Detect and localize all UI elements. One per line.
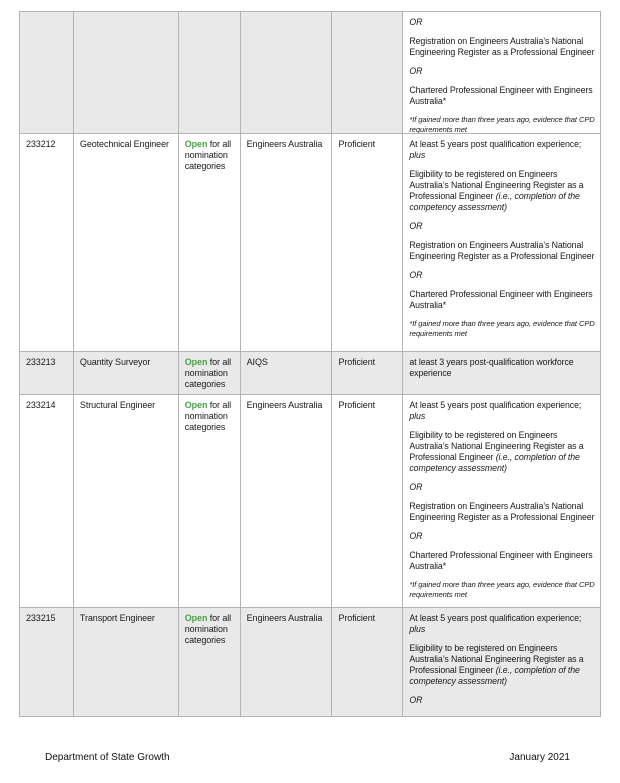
requirement-eligibility: Eligibility to be registered on Engineers Australia’s National Engineering Register as a Professional Engineer (i.e., completion of the competency assessment): [409, 169, 584, 212]
requirement-or: OR: [409, 482, 423, 492]
open-status-label: Open: [184, 139, 208, 149]
nomination-text: for all nomination categories: [184, 357, 232, 389]
requirement-footnote: *If gained more than three years ago, evidence that CPD requirements met: [409, 580, 595, 599]
requirements-cell: [403, 352, 601, 395]
requirement-or: OR: [409, 695, 423, 705]
occupation-name-cell: Structural Engineer: [74, 395, 179, 608]
nomination-text: for all nomination categories: [184, 613, 232, 645]
requirement-or: OR: [409, 531, 423, 541]
assessing-authority-cell: Engineers Australia: [241, 395, 333, 608]
occupation-code-cell: 233214: [20, 395, 74, 608]
table-row-continued: [20, 12, 601, 134]
open-status-label: Open: [184, 400, 208, 410]
requirement-or: OR: [409, 221, 423, 231]
english-level-cell: Proficient: [332, 134, 403, 352]
english-level-cell: Proficient: [332, 352, 403, 395]
footer-department: Department of State Growth: [45, 752, 170, 763]
requirement-registration: Registration on Engineers Australia’s National Engineering Register as a Professional Engineer: [409, 36, 595, 57]
requirement-experience: At least 5 years post qualification experience; plus: [409, 139, 582, 160]
requirement-chartered: Chartered Professional Engineer with Engineers Australia*: [409, 550, 593, 571]
table-row-233212: [20, 134, 601, 352]
occupation-code-cell: 233212: [20, 134, 74, 352]
occupation-code-cell: 233213: [20, 352, 74, 395]
requirement-experience: at least 3 years post-qualification workforce experience: [409, 357, 574, 378]
english-level-cell: Proficient: [332, 395, 403, 608]
table-row-233215: [20, 608, 601, 717]
open-status-label: Open: [184, 613, 208, 623]
assessing-authority-cell: AIQS: [241, 352, 333, 395]
table-row-233214: [20, 395, 601, 608]
requirement-chartered: Chartered Professional Engineer with Engineers Australia*: [409, 289, 593, 310]
assessing-authority-cell: [241, 12, 333, 134]
nomination-cell: [179, 12, 241, 134]
requirement-experience: At least 5 years post qualification experience; plus: [409, 613, 582, 634]
requirement-or: OR: [409, 17, 423, 27]
requirement-experience: At least 5 years post qualification experience; plus: [409, 400, 582, 421]
requirement-footnote: *If gained more than three years ago, evidence that CPD requirements met: [409, 319, 595, 338]
open-status-label: Open: [184, 357, 208, 367]
occupation-name-cell: [74, 12, 179, 134]
nomination-text: for all nomination categories: [184, 400, 232, 432]
occupation-name-cell: Quantity Surveyor: [74, 352, 179, 395]
occupation-code-cell: [20, 12, 74, 134]
requirement-registration: Registration on Engineers Australia’s National Engineering Register as a Professional Engineer: [409, 501, 595, 522]
requirements-cell: [403, 608, 601, 717]
assessing-authority-cell: Engineers Australia: [241, 134, 333, 352]
occupation-list-table: [19, 11, 601, 717]
nomination-text: for all nomination categories: [184, 139, 232, 171]
requirement-chartered: Chartered Professional Engineer with Engineers Australia*: [409, 85, 593, 106]
requirements-cell: [403, 12, 601, 134]
requirement-eligibility: Eligibility to be registered on Engineers Australia’s National Engineering Register as a Professional Engineer (i.e., completion of the competency assessment): [409, 643, 584, 686]
footer-date: January 2021: [509, 752, 570, 763]
nomination-cell: [179, 134, 241, 352]
occupation-code-cell: 233215: [20, 608, 74, 717]
occupation-name-cell: Geotechnical Engineer: [74, 134, 179, 352]
english-level-cell: Proficient: [332, 608, 403, 717]
assessing-authority-cell: Engineers Australia: [241, 608, 333, 717]
requirement-footnote: *If gained more than three years ago, evidence that CPD requirements met: [409, 115, 595, 134]
requirement-or: OR: [409, 66, 423, 76]
requirements-cell: [403, 134, 601, 352]
requirement-registration: Registration on Engineers Australia’s National Engineering Register as a Professional Engineer: [409, 240, 595, 261]
nomination-cell: [179, 608, 241, 717]
occupation-name-cell: Transport Engineer: [74, 608, 179, 717]
english-level-cell: [332, 12, 403, 134]
nomination-cell: [179, 352, 241, 395]
page-footer: [45, 752, 570, 763]
requirement-eligibility: Eligibility to be registered on Engineers Australia’s National Engineering Register as a Professional Engineer (i.e., completion of the competency assessment): [409, 430, 584, 473]
requirements-cell: [403, 395, 601, 608]
nomination-cell: [179, 395, 241, 608]
table-row-233213: [20, 352, 601, 395]
requirement-or: OR: [409, 270, 423, 280]
